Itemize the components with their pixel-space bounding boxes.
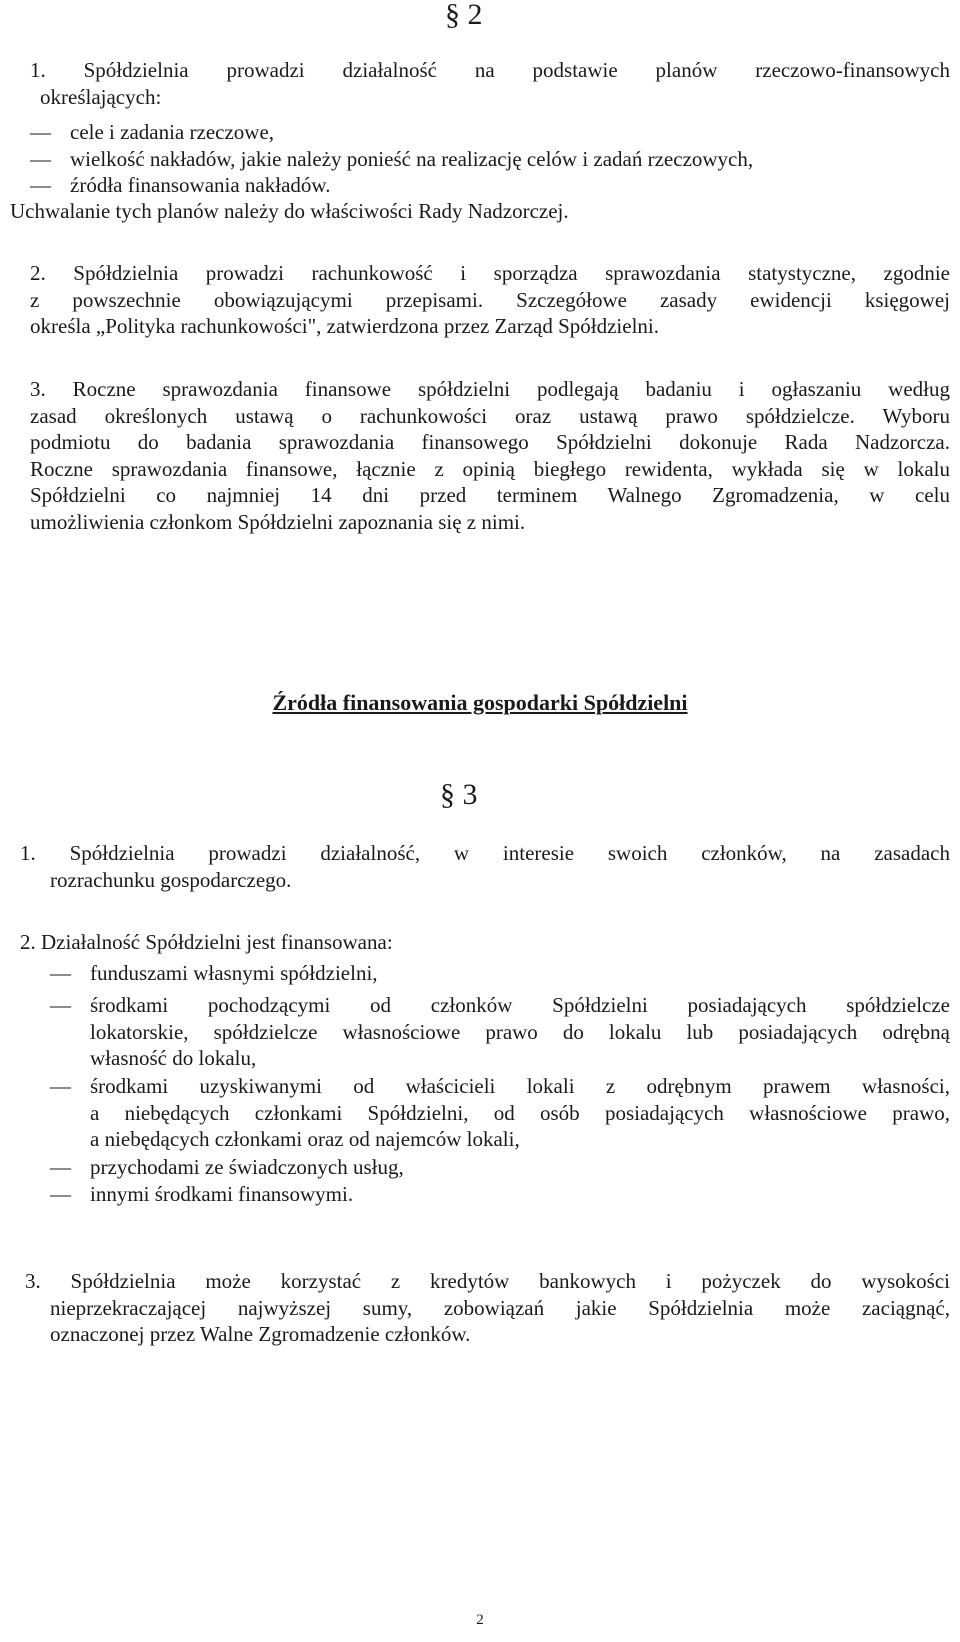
s2-paragraph-3 <box>30 376 950 535</box>
text-line: 1. Spółdzielnia prowadzi działalność, w interesie swoich członków, na zasadach <box>20 841 950 865</box>
dash-bullet-icon: — <box>50 1074 71 1098</box>
text-line: zasad określonych ustawą o rachunkowości oraz ustawą prawo spółdzielcze. Wyboru <box>30 403 950 428</box>
text-line: Roczne sprawozdania finansowe, łącznie z opinią biegłego rewidenta, wykłada się w lokalu <box>30 456 950 481</box>
text-line: z powszechnie obowiązującymi przepisami. Szczegółowe zasady ewidencji księgowej <box>30 287 950 312</box>
text-line: umożliwienia członkom Spółdzielni zapoznania się z nimi. <box>30 509 526 534</box>
s3-paragraph-1 <box>20 840 950 893</box>
text-line: 2. Działalność Spółdzielni jest finansowana: <box>20 930 393 954</box>
section-heading: Źródła finansowania gospodarki Spółdzielni <box>272 690 688 715</box>
page-number: 2 <box>476 1612 484 1628</box>
s2-bullet-1: — cele i zadania rzeczowe, <box>30 120 275 144</box>
s3-paragraph-3 <box>20 1268 950 1348</box>
text-line: lokatorskie, spółdzielcze własnościowe prawo do lokalu lub posiadających odrębną <box>90 1019 950 1044</box>
section-sign-2: § 2 <box>445 0 483 31</box>
text-line: Uchwalanie tych planów należy do właściwości Rady Nadzorczej. <box>10 199 569 223</box>
text-line: środkami pochodzącymi od członków Spółdzielni posiadających spółdzielcze <box>90 993 950 1017</box>
dash-bullet-icon: — <box>50 1155 71 1179</box>
dash-bullet-icon: — <box>30 120 51 144</box>
text-line: określa „Polityka rachunkowości", zatwierdzona przez Zarząd Spółdzielni. <box>30 314 659 338</box>
text-line: własność do lokalu, <box>90 1046 257 1070</box>
text-line: a niebędących członkami oraz od najemców lokali, <box>90 1127 520 1151</box>
s3-bullet-2 <box>50 992 950 1072</box>
text-line: a niebędących członkami Spółdzielni, od osób posiadających własnościowe prawo, <box>90 1100 950 1125</box>
s2-bullet-3: — źródła finansowania nakładów. <box>30 173 331 197</box>
s2-paragraph-2 <box>30 260 950 340</box>
text-line: nieprzekraczającej najwyższej sumy, zobowiązań jakie Spółdzielnia może zaciągnąć, <box>50 1295 950 1320</box>
s3-bullet-3 <box>50 1073 950 1153</box>
s3-bullet-1: — funduszami własnymi spółdzielni, <box>50 961 378 985</box>
text-line: 3. Spółdzielnia może korzystać z kredytów bankowych i pożyczek do wysokości <box>25 1269 950 1293</box>
dash-bullet-icon: — <box>30 147 51 171</box>
s3-paragraph-2-intro <box>20 929 940 956</box>
text-line: 2. Spółdzielnia prowadzi rachunkowość i sporządza sprawozdania statystyczne, zgodnie <box>30 261 950 285</box>
text-line: 1. Spółdzielnia prowadzi działalność na podstawie planów rzeczowo-finansowych <box>30 58 950 82</box>
s3-bullet-5: — innymi środkami finansowymi. <box>50 1182 354 1206</box>
text-line: środkami uzyskiwanymi od właścicieli lokali z odrębnym prawem własności, <box>90 1074 950 1098</box>
section-sign-3: § 3 <box>440 778 478 811</box>
dash-bullet-icon: — <box>50 993 71 1017</box>
text-line: Spółdzielni co najmniej 14 dni przed terminem Walnego Zgromadzenia, w celu <box>30 483 950 507</box>
text-line: rozrachunku gospodarczego. <box>50 867 292 892</box>
text-line: oznaczonej przez Walne Zgromadzenie członków. <box>50 1322 471 1346</box>
text-line: 3. Roczne sprawozdania finansowe spółdzielni podlegają badaniu i ogłaszaniu według <box>30 377 950 401</box>
text-line: podmiotu do badania sprawozdania finansowego Spółdzielni dokonuje Rada Nadzorcza. <box>30 430 950 454</box>
text-line: określających: <box>40 84 162 109</box>
s2-paragraph-1 <box>30 57 950 110</box>
dash-bullet-icon: — <box>30 173 51 197</box>
s3-bullet-4: — przychodami ze świadczonych usług, <box>50 1155 404 1179</box>
dash-bullet-icon: — <box>50 961 71 985</box>
s2-bullet-2: — wielkość nakładów, jakie należy ponieść na realizację celów i zadań rzeczowych, <box>30 147 754 171</box>
dash-bullet-icon: — <box>50 1182 71 1206</box>
s2-paragraph-1-closing <box>10 198 930 225</box>
